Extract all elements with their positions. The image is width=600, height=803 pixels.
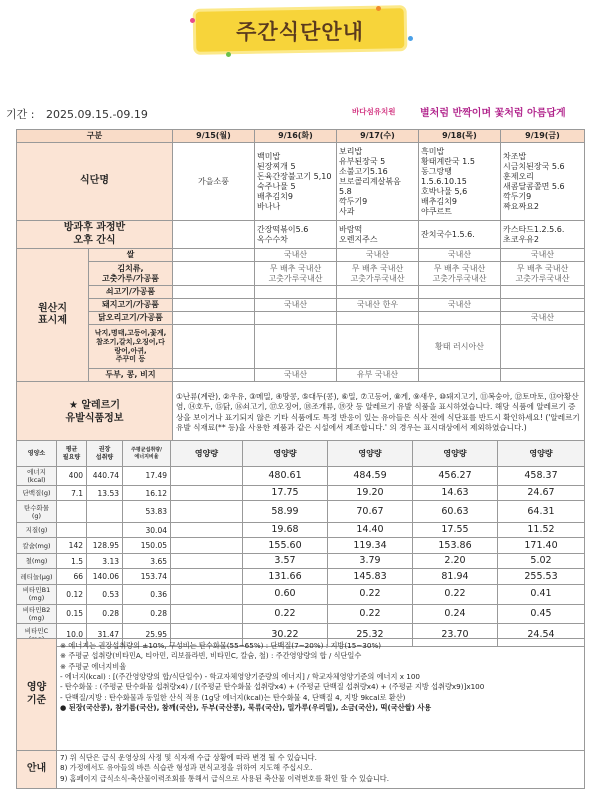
daily-nutrient-value: 145.83 bbox=[328, 569, 413, 585]
daily-nutrient-value: 17.75 bbox=[243, 486, 328, 501]
daily-nutrient-value: 0.41 bbox=[498, 585, 585, 604]
day-header: 9/16(화) bbox=[255, 130, 337, 143]
allergy-label bbox=[17, 382, 173, 444]
snack-label-line: 방과후 과정반 bbox=[63, 222, 126, 233]
nutrition-row bbox=[17, 523, 585, 538]
nutrition-row bbox=[17, 554, 585, 569]
daily-nutrient-value: 456.27 bbox=[413, 467, 498, 486]
snack-label-line: 오후 간식 bbox=[73, 234, 116, 246]
meal-cell: 가을소풍 bbox=[173, 143, 255, 221]
origin-cell: 무 배추 국내산 고춧가루국내산 bbox=[255, 262, 337, 286]
nutrient-name: 비타민C bbox=[17, 623, 57, 646]
daily-nutrient-value: 0.45 bbox=[498, 604, 585, 623]
nutrition-header: 평균 필요량 bbox=[57, 441, 87, 467]
nutrient-name: 철(mg) bbox=[17, 554, 57, 569]
school-name: 바다섬유치원 bbox=[352, 107, 396, 116]
nutrition-header: 주평균섭취량/ 에너지비율 bbox=[123, 441, 171, 467]
daily-nutrient-value: 24.54 bbox=[498, 623, 585, 646]
daily-nutrient-value: 155.60 bbox=[243, 538, 328, 554]
standards-table bbox=[16, 638, 585, 789]
nutrition-row bbox=[17, 538, 585, 554]
menu-table bbox=[16, 129, 585, 444]
origin-cell: 국내산 bbox=[501, 249, 585, 262]
avg-requirement: 400 bbox=[57, 467, 87, 486]
nutrient-name: 지질(g) bbox=[17, 523, 57, 538]
origin-label-line: 원산지 bbox=[38, 302, 67, 314]
daily-nutrient-value: 30.22 bbox=[243, 623, 328, 646]
origin-cell: 무 배추 국내산 고춧가루국내산 bbox=[337, 262, 419, 286]
snack-cell: 카스타드1.2.5.6. 초코우유2 bbox=[501, 221, 585, 249]
daily-nutrient-value bbox=[171, 569, 243, 585]
recommended-intake: 0.28 bbox=[87, 604, 123, 623]
standards-line: ※ 주평균 섭취량(비타민A, 티아민, 리보플라빈, 비타민C, 칼슘, 철) : 주간영양량의 합 / 식단일수 bbox=[60, 651, 362, 661]
nutrient-name: 비타민B2 (mg) bbox=[17, 604, 57, 623]
decor-dot bbox=[190, 18, 195, 23]
origin-cell: 국내산 bbox=[419, 299, 501, 312]
daily-nutrient-value bbox=[171, 604, 243, 623]
weekly-average: 0.36 bbox=[123, 585, 171, 604]
origin-cell bbox=[173, 312, 255, 325]
origin-cell bbox=[173, 262, 255, 286]
origin-cell: 국내산 bbox=[255, 249, 337, 262]
recommended-intake bbox=[87, 501, 123, 523]
standards-line: ● 된장(국산콩), 참기름(국산), 참깨(국산), 두부(국산콩), 묵류(국산), 밀가루(우리밀), 소금(국산), 떡(국산쌀) 사용 bbox=[60, 703, 432, 713]
daily-nutrient-value: 0.22 bbox=[328, 585, 413, 604]
daily-nutrient-value: 3.57 bbox=[243, 554, 328, 569]
origin-cell bbox=[419, 312, 501, 325]
origin-cell bbox=[419, 369, 501, 382]
nutrient-name: 단백질(g) bbox=[17, 486, 57, 501]
daily-nutrient-value bbox=[171, 486, 243, 501]
avg-requirement bbox=[57, 501, 87, 523]
origin-cell bbox=[337, 312, 419, 325]
daily-nutrient-value: 11.52 bbox=[498, 523, 585, 538]
title-banner bbox=[196, 6, 404, 54]
nutrition-row bbox=[17, 467, 585, 486]
daily-nutrient-value: 3.79 bbox=[328, 554, 413, 569]
weekly-average: 53.83 bbox=[123, 501, 171, 523]
weekly-average: 150.05 bbox=[123, 538, 171, 554]
daily-nutrient-value: 58.99 bbox=[243, 501, 328, 523]
nutrition-header: 영양량 bbox=[413, 441, 498, 467]
recommended-intake: 128.95 bbox=[87, 538, 123, 554]
daily-nutrient-value: 119.34 bbox=[328, 538, 413, 554]
snack-cell: 바람떡 오렌지주스 bbox=[337, 221, 419, 249]
daily-nutrient-value bbox=[171, 538, 243, 554]
daily-nutrient-value: 153.86 bbox=[413, 538, 498, 554]
day-header: 9/15(월) bbox=[173, 130, 255, 143]
notice-notes bbox=[57, 751, 585, 789]
origin-item: 쌀 bbox=[89, 249, 173, 262]
daily-nutrient-value: 17.55 bbox=[413, 523, 498, 538]
weekly-average: 30.04 bbox=[123, 523, 171, 538]
nutrient-name: 레티놀(μg) bbox=[17, 569, 57, 585]
origin-cell bbox=[173, 369, 255, 382]
nutrition-header: 영양량 bbox=[171, 441, 243, 467]
col-header-label: 구분 bbox=[17, 130, 173, 143]
standards-label-line: 영양 bbox=[26, 682, 47, 693]
recommended-intake: 3.13 bbox=[87, 554, 123, 569]
daily-nutrient-value: 81.94 bbox=[413, 569, 498, 585]
origin-cell bbox=[501, 369, 585, 382]
origin-item: 돼지고기/가공품 bbox=[89, 299, 173, 312]
nutrition-header: 영양량 bbox=[498, 441, 585, 467]
avg-requirement: 0.15 bbox=[57, 604, 87, 623]
daily-nutrient-value: 23.70 bbox=[413, 623, 498, 646]
nutrition-row bbox=[17, 569, 585, 585]
daily-nutrient-value: 255.53 bbox=[498, 569, 585, 585]
origin-label bbox=[17, 249, 89, 382]
origin-item: 두부, 콩, 비지 bbox=[89, 369, 173, 382]
weekly-average: 25.95 bbox=[123, 623, 171, 646]
allergy-text: ①난류(계란), ②우유, ③메밀, ④땅콩, ⑤대두(콩), ⑥밀, ⑦고등어, ⑧게, ⑨새우, ⑩돼지고기, ⑪복숭아, ⑫토마토, ⑬아황산염, ⑭호두, ⑮닭, ⑯쇠고기, ⑰오징어, ⑱조개류, ⑲잣 등 알레르기 유발 식품을 표시하였습니다. 해당 식품에 알레르기 증상을 보이거나 표기되지 않은 기타 식품에도 특정 반응이 있는 유아들은 식사 전에 식단표를 반드시 확인하세요! ('알레르기 유발 식재료(** 등)을 사용한 제품과 같은 시설에서 제조합니다.' 의 경우는 표시대상에서 제외하였습니다.) bbox=[173, 382, 585, 444]
recommended-intake: 440.74 bbox=[87, 467, 123, 486]
daily-nutrient-value: 19.68 bbox=[243, 523, 328, 538]
nutrition-table bbox=[16, 440, 585, 647]
recommended-intake: 0.53 bbox=[87, 585, 123, 604]
notice-line: 7) 위 식단은 급식 운영상의 사정 및 식자재 수급 상황에 따라 변경 될 수 있습니다. bbox=[60, 753, 317, 762]
page-title: 주간식단안내 bbox=[236, 20, 364, 44]
origin-cell: 국내산 한우 bbox=[337, 299, 419, 312]
origin-cell: 국내산 bbox=[255, 299, 337, 312]
standards-line: - 탄수화물 : (주평균 탄수화물 섭취량x4) / [(주평균 탄수화물 섭취량x4) + (주평균 단백질 섭취량x4) + (주평균 지방 섭취량x9)]x100 bbox=[60, 682, 485, 692]
allergy-label-line: 유발식품정보 bbox=[65, 412, 124, 424]
meal-label: 식단명 bbox=[17, 143, 173, 221]
avg-requirement: 7.1 bbox=[57, 486, 87, 501]
origin-cell bbox=[337, 325, 419, 369]
daily-nutrient-value: 2.20 bbox=[413, 554, 498, 569]
origin-cell bbox=[501, 325, 585, 369]
standards-line: - 단백질/지방 : 탄수화물과 동일한 산식 적용 (1g당 에너지(kcal)는 탄수화물 4, 단백질 4, 지방 9kcal로 환산) bbox=[60, 692, 406, 702]
daily-nutrient-value: 0.22 bbox=[243, 604, 328, 623]
nutrient-name: 칼슘(mg) bbox=[17, 538, 57, 554]
daily-nutrient-value bbox=[171, 467, 243, 486]
avg-requirement: 10.0 bbox=[57, 623, 87, 646]
weekly-average: 153.74 bbox=[123, 569, 171, 585]
recommended-intake: 31.47 bbox=[87, 623, 123, 646]
nutrition-header: 영양소 bbox=[17, 441, 57, 467]
avg-requirement: 142 bbox=[57, 538, 87, 554]
daily-nutrient-value: 171.40 bbox=[498, 538, 585, 554]
daily-nutrient-value: 14.40 bbox=[328, 523, 413, 538]
decor-dot bbox=[408, 36, 413, 41]
daily-nutrient-value: 64.31 bbox=[498, 501, 585, 523]
weekly-average: 3.65 bbox=[123, 554, 171, 569]
meal-cell: 백미밥 된장찌개 5 돈육간장불고기 5,10 숙주나물 5 배추김치9 바나나 bbox=[255, 143, 337, 221]
nutrient-name: 탄수화물 (g) bbox=[17, 501, 57, 523]
nutrient-name: 에너지 (kcal) bbox=[17, 467, 57, 486]
daily-nutrient-value: 70.67 bbox=[328, 501, 413, 523]
standards-label-line: 기준 bbox=[26, 694, 47, 706]
day-header: 9/17(수) bbox=[337, 130, 419, 143]
origin-cell: 무 배추 국내산 고춧가루국내산 bbox=[501, 262, 585, 286]
decor-dot bbox=[226, 52, 231, 57]
standards-line: ※ 주평균 에너지비율 bbox=[60, 661, 127, 671]
day-header: 9/18(목) bbox=[419, 130, 501, 143]
daily-nutrient-value: 24.67 bbox=[498, 486, 585, 501]
notice-label: 안내 bbox=[17, 751, 57, 789]
origin-cell bbox=[501, 286, 585, 299]
origin-cell bbox=[255, 312, 337, 325]
nutrition-row bbox=[17, 501, 585, 523]
daily-nutrient-value bbox=[171, 585, 243, 604]
notice-line: 9) 홈페이지 급식소식-축산물이력조회를 통해서 급식으로 사용된 축산물 이력번호를 확인 할 수 있습니다. bbox=[60, 773, 390, 783]
nutrition-header: 권장 섭취량 bbox=[87, 441, 123, 467]
origin-item: 낙지,명태,고등어,꽃게, 참조기,갈치,오징어,다 랑어,아귀, 주꾸미 등 bbox=[89, 325, 173, 369]
nutrition-row bbox=[17, 585, 585, 604]
origin-cell: 무 배추 국내산 고춧가루국내산 bbox=[419, 262, 501, 286]
origin-cell bbox=[501, 299, 585, 312]
daily-nutrient-value: 19.20 bbox=[328, 486, 413, 501]
origin-cell: 국내산 bbox=[501, 312, 585, 325]
standards-line: - 에너지(kcal) : [(주간영양량의 합/식단일수) - 학교자체영양기준량의 에너지] / 학교자체영양기준의 에너지 x 100 bbox=[60, 672, 420, 682]
daily-nutrient-value bbox=[171, 501, 243, 523]
daily-nutrient-value: 14.63 bbox=[413, 486, 498, 501]
avg-requirement: 1.5 bbox=[57, 554, 87, 569]
daily-nutrient-value: 0.22 bbox=[413, 585, 498, 604]
origin-cell: 황태 러시아산 bbox=[419, 325, 501, 369]
origin-cell: 유부 국내산 bbox=[337, 369, 419, 382]
standards-label bbox=[17, 639, 57, 751]
weekly-average: 16.12 bbox=[123, 486, 171, 501]
origin-cell: 국내산 bbox=[419, 249, 501, 262]
origin-cell bbox=[173, 249, 255, 262]
period-label: 기간 : bbox=[6, 108, 35, 121]
origin-cell bbox=[419, 286, 501, 299]
origin-cell bbox=[337, 286, 419, 299]
snack-cell: 간장떡볶이5.6 옥수수차 bbox=[255, 221, 337, 249]
daily-nutrient-value: 25.32 bbox=[328, 623, 413, 646]
period-value: 2025.09.15.-09.19 bbox=[45, 108, 148, 121]
recommended-intake: 13.53 bbox=[87, 486, 123, 501]
daily-nutrient-value: 480.61 bbox=[243, 467, 328, 486]
nutrition-header: 영양량 bbox=[328, 441, 413, 467]
snack-cell: 잔치국수1.5.6. bbox=[419, 221, 501, 249]
origin-cell bbox=[173, 286, 255, 299]
meal-cell: 흑미밥 황태계란국 1.5 동그랑땡 1.5.6.10.15 호박나물 5,6 배추김치9 야쿠르트 bbox=[419, 143, 501, 221]
standards-line: ※ 에너지는 권장섭취량의 ±10%, 구성비는 탄수화물(55~65%) : 단백질(7~20%) : 지방(15~30%) bbox=[60, 641, 382, 650]
daily-nutrient-value: 0.22 bbox=[328, 604, 413, 623]
standards-notes bbox=[57, 639, 585, 751]
snack-cell bbox=[173, 221, 255, 249]
origin-cell bbox=[173, 325, 255, 369]
daily-nutrient-value: 458.37 bbox=[498, 467, 585, 486]
origin-cell bbox=[173, 299, 255, 312]
origin-cell: 국내산 bbox=[337, 249, 419, 262]
daily-nutrient-value: 484.59 bbox=[328, 467, 413, 486]
notice-line: 8) 가정에서도 유아들의 바른 식습관 형성과 편식교정을 위하여 지도해 주십시오. bbox=[60, 763, 313, 773]
weekly-average: 17.49 bbox=[123, 467, 171, 486]
nutrition-header: 영양량 bbox=[243, 441, 328, 467]
slogan: 별처럼 반짝이며 꽃처럼 아름답게 bbox=[420, 108, 566, 119]
nutrient-name: 비타민B1 (mg) bbox=[17, 585, 57, 604]
daily-nutrient-value bbox=[171, 554, 243, 569]
origin-item: 닭오리고기/가공품 bbox=[89, 312, 173, 325]
nutrition-body bbox=[17, 467, 585, 647]
weekly-average: 0.28 bbox=[123, 604, 171, 623]
day-header: 9/19(금) bbox=[501, 130, 585, 143]
daily-nutrient-value bbox=[171, 523, 243, 538]
avg-requirement: 66 bbox=[57, 569, 87, 585]
avg-requirement: 0.12 bbox=[57, 585, 87, 604]
daily-nutrient-value: 0.24 bbox=[413, 604, 498, 623]
meal-cell: 보리밥 유부된장국 5 소불고기5.16 브로콜리계살볶음 5.8 깍두기9 사과 bbox=[337, 143, 419, 221]
recommended-intake bbox=[87, 523, 123, 538]
origin-cell bbox=[255, 325, 337, 369]
recommended-intake: 140.06 bbox=[87, 569, 123, 585]
daily-nutrient-value: 131.66 bbox=[243, 569, 328, 585]
daily-nutrient-value: 5.02 bbox=[498, 554, 585, 569]
origin-label-line: 표시제 bbox=[38, 315, 67, 326]
period bbox=[6, 106, 148, 122]
origin-cell: 국내산 bbox=[255, 369, 337, 382]
daily-nutrient-value: 0.60 bbox=[243, 585, 328, 604]
meal-cell: 차조밥 시금치된장국 5.6 훈제오리 새콤달콤쫄면 5.6 깍두기9 짜요짜요2 bbox=[501, 143, 585, 221]
daily-nutrient-value: 60.63 bbox=[413, 501, 498, 523]
snack-label bbox=[17, 221, 173, 249]
decor-dot bbox=[376, 6, 381, 11]
avg-requirement bbox=[57, 523, 87, 538]
allergy-label-line: ★ 알레르기 bbox=[68, 400, 121, 411]
nutrition-row bbox=[17, 604, 585, 623]
origin-cell bbox=[255, 286, 337, 299]
origin-item: 김치류, 고춧가루/가공품 bbox=[89, 262, 173, 286]
origin-item: 쇠고기/가공품 bbox=[89, 286, 173, 299]
nutrition-row bbox=[17, 486, 585, 501]
